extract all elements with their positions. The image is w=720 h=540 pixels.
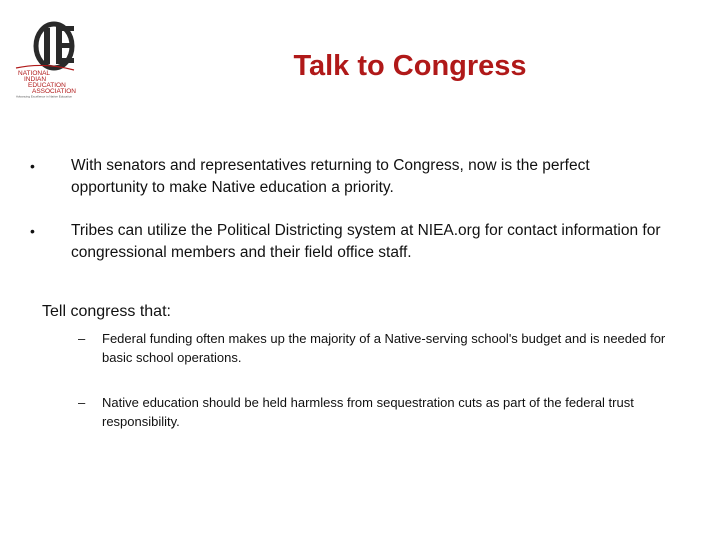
subheading: Tell congress that: [42, 303, 171, 320]
bullet-item [30, 220, 670, 264]
niea-logo-mark [14, 18, 106, 98]
bullet-text: Tribes can utilize the Political Districting system at NIEA.org for contact information for congressional members and their field office staff. [71, 222, 661, 261]
subpoint-item [78, 329, 678, 367]
subpoint-item [78, 393, 678, 431]
bullet-list [30, 155, 670, 285]
bullet-marker: • [30, 158, 35, 174]
bullet-item [30, 155, 670, 199]
bullet-marker: • [30, 223, 35, 239]
logo-line-3: EDUCATION [28, 82, 66, 89]
subpoint-text: Federal funding often makes up the majority of a Native-serving school's budget and is needed for basic school operations. [102, 331, 666, 365]
subpoint-marker: – [78, 331, 86, 346]
subpoint-marker: – [78, 395, 86, 410]
bullet-text: With senators and representatives returning to Congress, now is the perfect opportunity to make Native education a priority. [71, 157, 590, 196]
logo-line-2: INDIAN [24, 76, 47, 83]
logo-line-1: NATIONAL [18, 70, 51, 77]
niea-logo [14, 18, 106, 98]
subpoint-list [78, 329, 678, 431]
logo-tagline: Advancing Excellence in Native Education [16, 94, 73, 98]
slide-title: Talk to Congress [293, 50, 527, 82]
subpoint-text: Native education should be held harmless from sequestration cuts as part of the federal trust responsibility. [102, 395, 634, 429]
logo-line-4: ASSOCIATION [32, 88, 76, 95]
